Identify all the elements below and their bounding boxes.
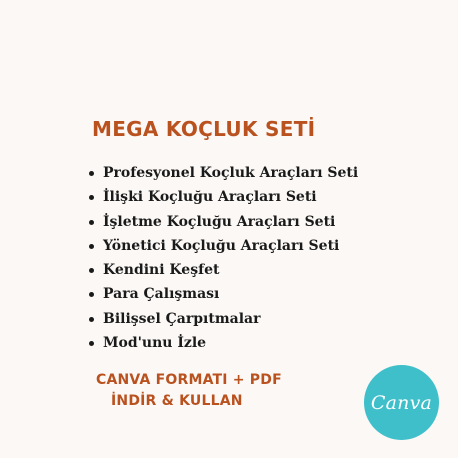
feature-item — [89, 284, 358, 308]
feature-item — [89, 260, 358, 284]
feature-label: Bilişsel Çarpıtmalar — [103, 310, 261, 327]
feature-label: İlişki Koçluğu Araçları Seti — [103, 189, 317, 206]
feature-label: İşletme Koçluğu Araçları Seti — [103, 213, 336, 230]
feature-label: Mod'unu İzle — [103, 335, 207, 352]
feature-item — [89, 333, 358, 357]
feature-label: Para Çalışması — [103, 286, 220, 303]
bullet-icon — [89, 292, 94, 297]
bullet-icon — [89, 195, 94, 200]
feature-label: Kendini Keşfet — [103, 262, 220, 279]
canva-logo-icon — [364, 365, 439, 440]
feature-item — [89, 309, 358, 333]
product-title: MEGA KOÇLUK SETİ — [92, 117, 316, 141]
canva-logo-text: Canva — [370, 391, 433, 414]
feature-label: Profesyonel Koçluk Araçları Seti — [103, 165, 359, 181]
feature-item — [89, 163, 358, 187]
format-line-1: CANVA FORMATI + PDF — [96, 372, 282, 388]
feature-item — [89, 236, 358, 260]
bullet-icon — [89, 317, 94, 322]
feature-label: Yönetici Koçluğu Araçları Seti — [103, 237, 340, 254]
bullet-icon — [89, 341, 94, 346]
bullet-icon — [89, 268, 94, 273]
feature-item — [89, 212, 358, 236]
feature-list — [89, 163, 358, 357]
format-line-2: İNDİR & KULLAN — [111, 393, 243, 409]
feature-item — [89, 187, 358, 211]
bullet-icon — [89, 220, 94, 225]
bullet-icon — [89, 244, 94, 249]
bullet-icon — [89, 171, 94, 176]
